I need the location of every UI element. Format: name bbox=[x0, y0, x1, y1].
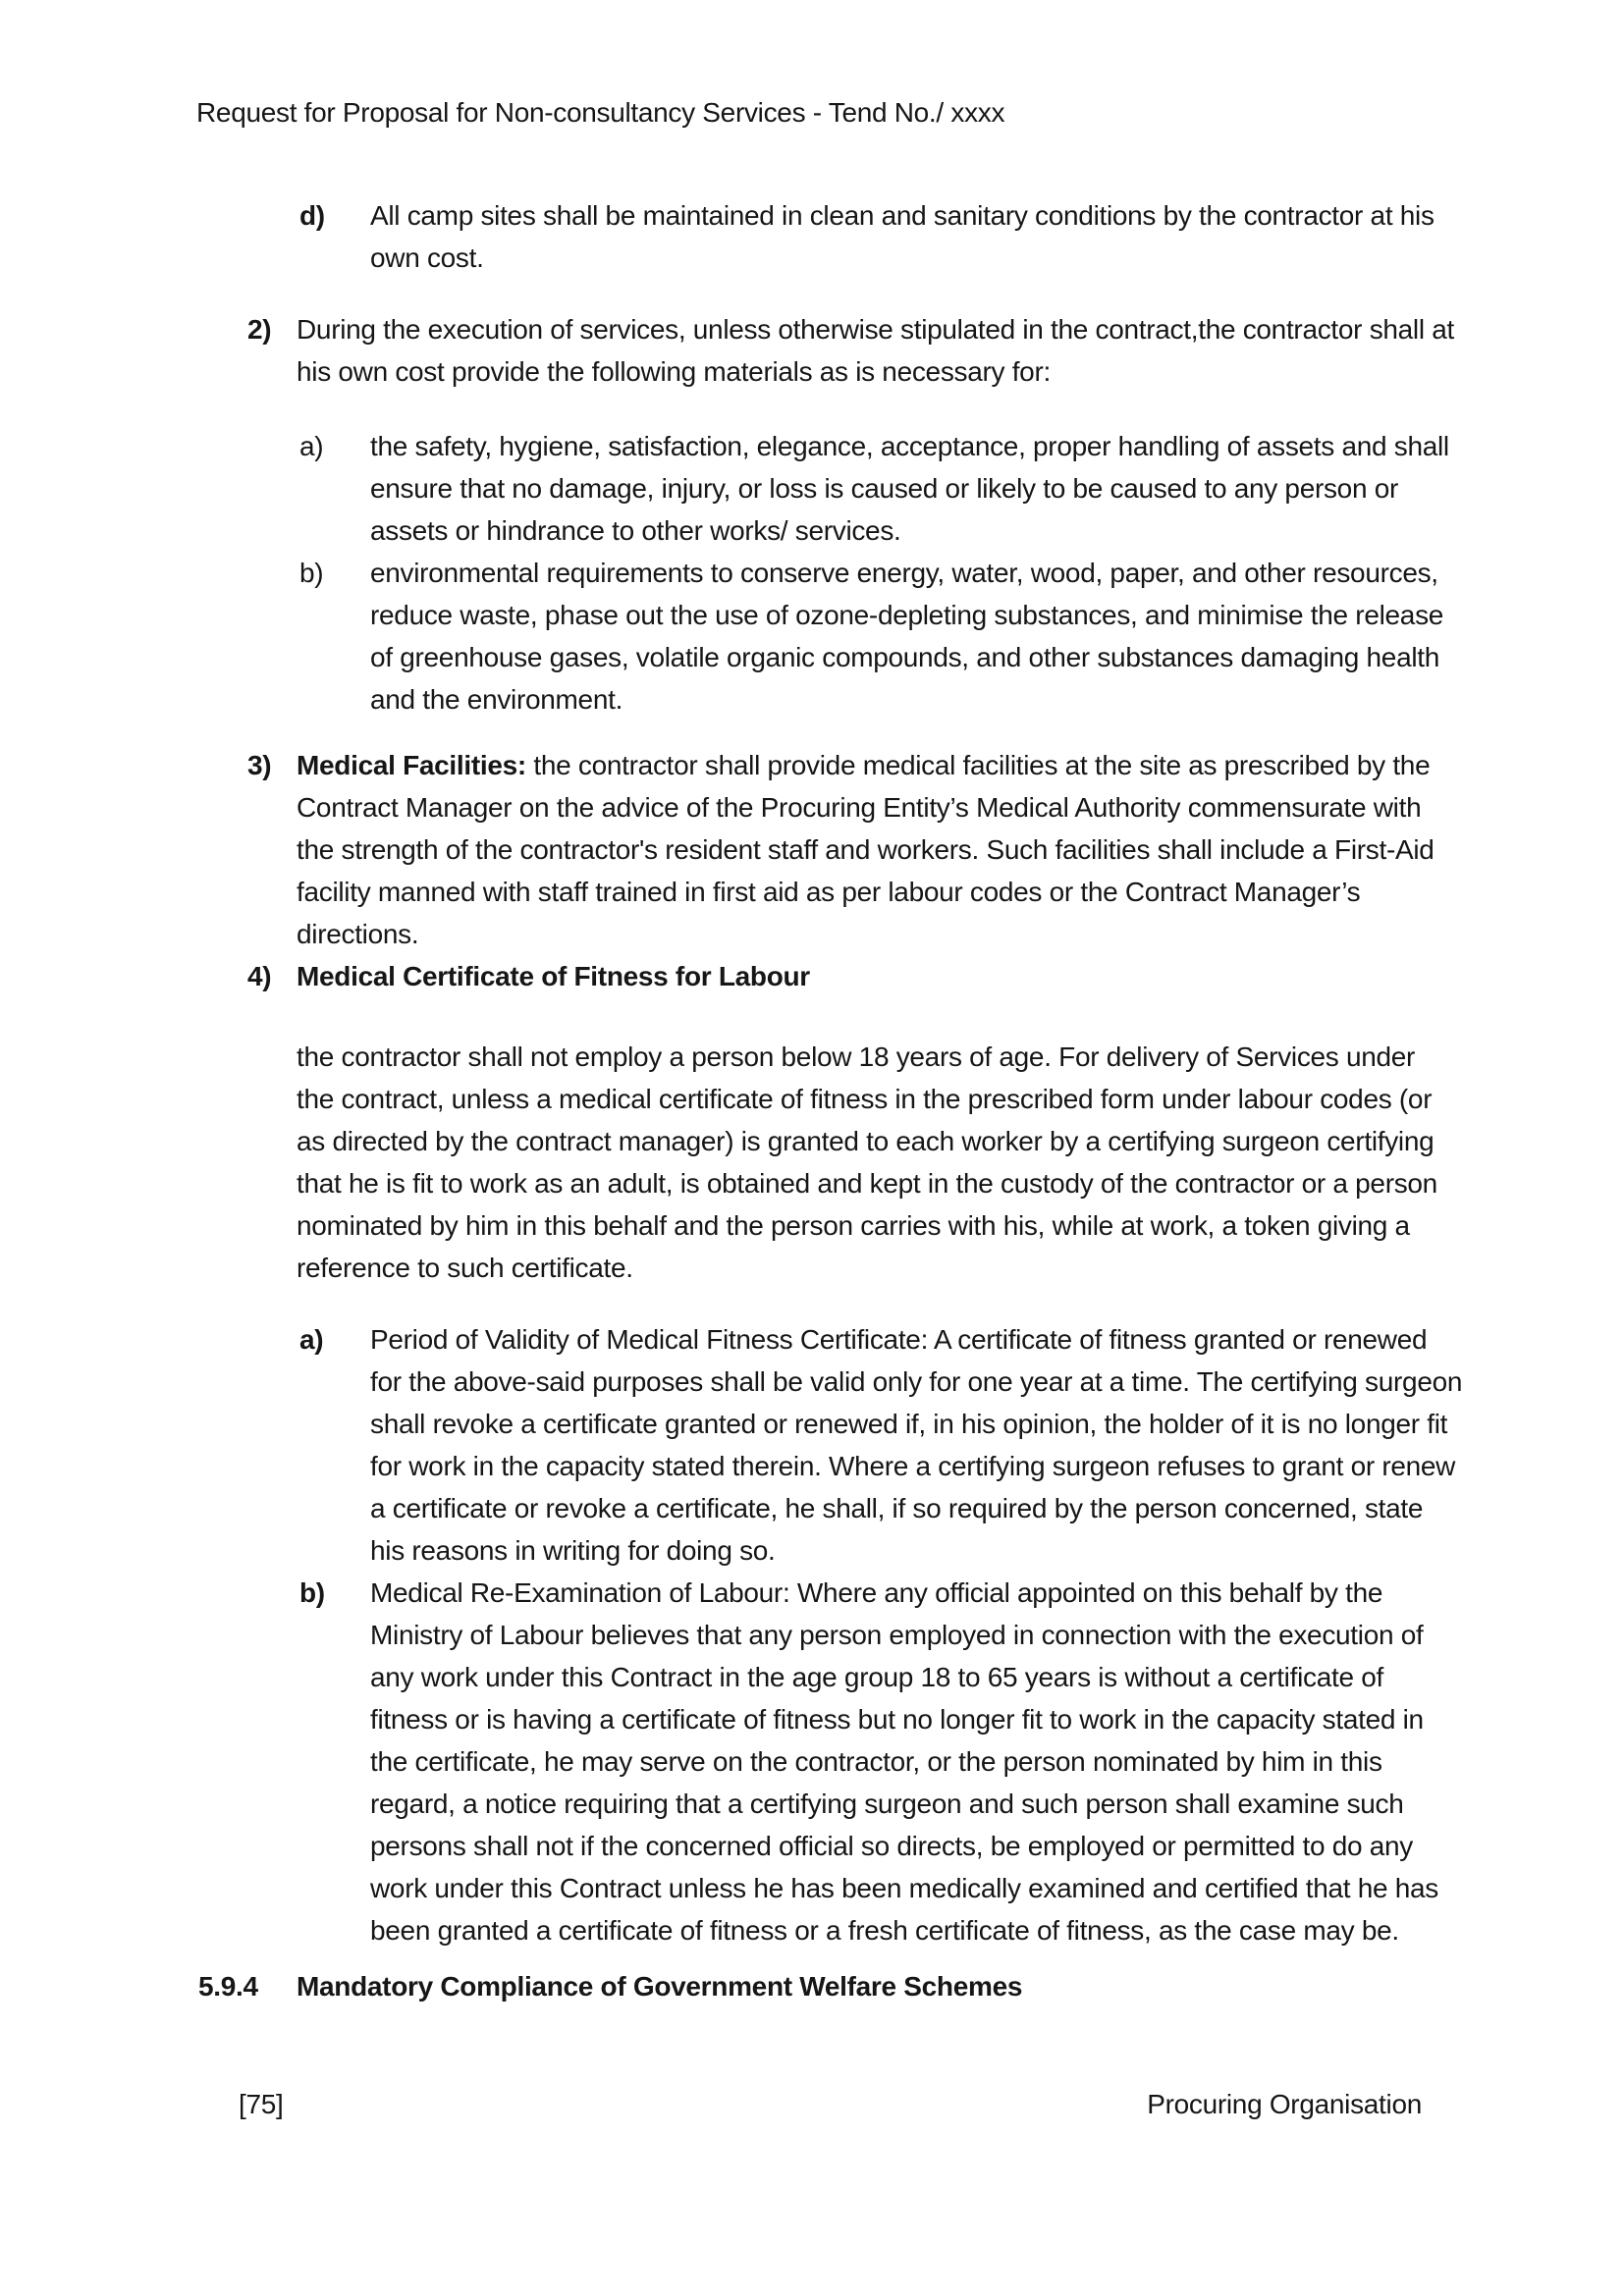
page-footer bbox=[0, 2083, 1624, 2125]
list-item-3-bold-lead: Medical Facilities: bbox=[297, 750, 526, 780]
section-number: 5.9.4 bbox=[198, 1971, 258, 2002]
list-marker-2: 2) bbox=[247, 314, 272, 345]
list-item-3 bbox=[247, 744, 1463, 955]
list-marker-d: d) bbox=[299, 200, 325, 231]
list-marker-4b: b) bbox=[299, 1577, 325, 1608]
list-marker-2b: b) bbox=[299, 558, 324, 588]
list-item-2b bbox=[299, 552, 1463, 721]
list-marker-4: 4) bbox=[247, 961, 272, 991]
footer-page-number: [75] bbox=[239, 2089, 284, 2119]
list-item-d-text: All camp sites shall be maintained in clean and sanitary conditions by the contractor at his own cost. bbox=[370, 200, 1435, 273]
list-item-4 bbox=[247, 955, 1463, 997]
list-item-2 bbox=[247, 308, 1463, 393]
page-header: Request for Proposal for Non-consultancy Services - Tend No./ xxxx bbox=[196, 97, 1005, 128]
list-marker-2a: a) bbox=[299, 431, 324, 461]
item-4-paragraph: the contractor shall not employ a person below 18 years of age. For delivery of Services under the contract, unless a medical certificate of fitness in the prescribed form under labour codes (or as directed by the contract manager) is granted to each worker by a certifying surgeon certifying that he is fit to work as an adult, is obtained and kept in the custody of the contractor or a person nominated by him in this behalf and the person carries with his, while at work, a token giving a reference to such certificate. bbox=[297, 1041, 1437, 1283]
list-item-2a bbox=[299, 425, 1463, 552]
section-title: Mandatory Compliance of Government Welfare Schemes bbox=[297, 1971, 1023, 2002]
list-item-4-heading: Medical Certificate of Fitness for Labour bbox=[297, 961, 810, 991]
list-item-4b bbox=[299, 1572, 1463, 1951]
section-heading-594 bbox=[198, 1965, 1463, 2007]
list-item-2b-text: environmental requirements to conserve energy, water, wood, paper, and other resources, reduce waste, phase out the use of ozone-depleting substances, and minimise the release of greenhouse gases, volatile organic compounds, and other substances damaging health and the environment. bbox=[370, 558, 1444, 715]
list-marker-4a: a) bbox=[299, 1324, 324, 1355]
list-item-4a bbox=[299, 1318, 1463, 1572]
list-item-2-text: During the execution of services, unless otherwise stipulated in the contract,the contractor shall at his own cost provide the following materials as is necessary for: bbox=[297, 314, 1455, 387]
list-item-2a-text: the safety, hygiene, satisfaction, elegance, acceptance, proper handling of assets and shall ensure that no damage, injury, or loss is caused or likely to be caused to any person or assets or hindrance to other works/ services. bbox=[370, 431, 1449, 546]
list-item-3-text bbox=[297, 744, 1463, 955]
list-marker-3: 3) bbox=[247, 750, 272, 780]
list-item-4a-text: Period of Validity of Medical Fitness Certificate: A certificate of fitness granted or renewed for the above-said purposes shall be valid only for one year at a time. The certifying surgeon shall revoke a certificate granted or renewed if, in his opinion, the holder of it is no longer fit for work in the capacity stated therein. Where a certifying surgeon refuses to grant or renew a certificate or revoke a certificate, he shall, if so required by the person concerned, state his reasons in writing for doing so. bbox=[370, 1324, 1463, 1566]
footer-right-text: Procuring Organisation bbox=[1147, 2089, 1422, 2119]
list-item-4b-text: Medical Re-Examination of Labour: Where any official appointed on this behalf by the Ministry of Labour believes that any person employed in connection with the execution of any work under this Contract in the age group 18 to 65 years is without a certificate of fitness or is having a certificate of fitness but no longer fit to work in the capacity stated in the certificate, he may serve on the contractor, or the person nominated by him in this regard, a notice requiring that a certifying surgeon and such person shall examine such persons shall not if the concerned official so directs, be employed or permitted to do any work under this Contract unless he has been medically examined and certified that he has been granted a certificate of fitness or a fresh certificate of fitness, as the case may be. bbox=[370, 1577, 1439, 1946]
list-item-3-body: the contractor shall provide medical facilities at the site as prescribed by the Contract Manager on the advice of the Procuring Entity’s Medical Authority commensurate with the strength of the contractor's resident staff and workers. Such facilities shall include a First-Aid facility manned with staff trained in first aid as per labour codes or the Contract Manager’s directions. bbox=[297, 750, 1435, 949]
list-item-d bbox=[299, 194, 1463, 279]
